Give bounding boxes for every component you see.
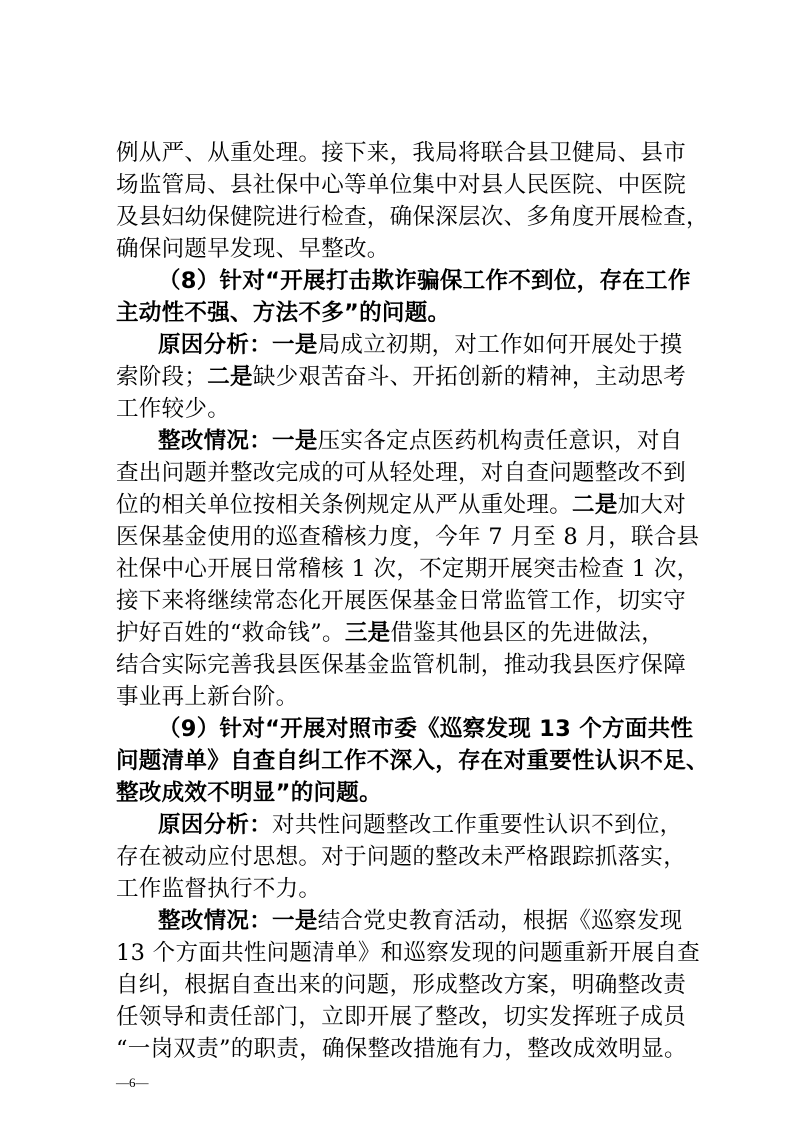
point-one-label: 一是 — [272, 332, 318, 358]
text-line: 工作监督执行不力。 — [116, 876, 322, 902]
text-line: 例从严、从重处理。接下来，我局将联合县卫健局、县市 — [116, 140, 687, 166]
point-one-label: 一是 — [272, 428, 318, 454]
text-line: 结合实际完善我县医保基金监管机制，推动我县医疗保障 — [116, 652, 687, 678]
text-line: 工作较少。 — [116, 396, 231, 422]
point-two-label: 二是 — [207, 364, 253, 390]
section-9-heading: 整改成效不明显”的问题。 — [116, 780, 382, 806]
text-span: 压实各定点医药机构责任意识，对自 — [317, 428, 683, 454]
section-9-heading: 问题清单》自查自纠工作不深入，存在对重要性认识不足、 — [116, 748, 709, 774]
cause-label: 原因分析： — [158, 332, 273, 358]
text-line: 事业再上新台阶。 — [116, 684, 299, 710]
text-span: 结合党史教育活动，根据《巡察发现 — [317, 908, 683, 934]
text-line: 13 个方面共性问题清单》和巡察发现的问题重新开展自查 — [116, 940, 700, 966]
text-span: 护好百姓的“救命钱”。 — [116, 620, 345, 646]
section-9-heading: （9）针对“开展对照市委《巡察发现 13 个方面共性 — [158, 716, 694, 742]
text-line: 查出问题并整改完成的可从轻处理，对自查问题整改不到 — [116, 460, 687, 486]
text-line: 自纠，根据自查出来的问题，形成整改方案，明确整改责 — [116, 972, 687, 998]
text-line — [158, 425, 682, 457]
text-line: 场监管局、县社保中心等单位集中对县人民医院、中医院 — [116, 172, 687, 198]
text-span: 借鉴其他县区的先进做法， — [390, 620, 665, 646]
text-line: 及县妇幼保健院进行检查，确保深层次、多角度开展检查， — [116, 204, 709, 230]
text-line — [158, 809, 682, 841]
text-line — [158, 905, 682, 937]
section-8-heading: （8）针对“开展打击欺诈骗保工作不到位，存在工作 — [158, 268, 691, 294]
text-line: 接下来将继续常态化开展医保基金日常监管工作，切实守 — [116, 588, 687, 614]
text-span: 缺少艰苦奋斗、开拓创新的精神，主动思考 — [252, 364, 687, 390]
cause-label: 原因分析： — [158, 812, 273, 838]
text-line: 确保问题早发现、早整改。 — [116, 236, 390, 262]
text-line: 存在被动应付思想。对于问题的整改未严格跟踪抓落实， — [116, 844, 687, 870]
page-number: —6— — [116, 1075, 149, 1090]
text-line — [158, 329, 682, 361]
text-span: 位的相关单位按相关条例规定从严从重处理。 — [116, 492, 573, 518]
point-two-label: 二是 — [572, 492, 618, 518]
text-line: 医保基金使用的巡查稽核力度，今年 7 月至 8 月，联合县 — [116, 524, 700, 550]
section-8-heading: 主动性不强、方法不多”的问题。 — [116, 300, 451, 326]
text-line: 任领导和责任部门，立即开展了整改，切实发挥班子成员 — [116, 1004, 687, 1030]
text-span: 加大对 — [617, 492, 687, 518]
text-line: “一岗双责”的职责，确保整改措施有力，整改成效明显。 — [116, 1036, 687, 1062]
text-span: 对共性问题整改工作重要性认识不到位， — [272, 812, 683, 838]
text-span: 索阶段； — [116, 364, 208, 390]
point-one-label: 一是 — [272, 908, 318, 934]
point-three-label: 三是 — [344, 620, 391, 646]
text-line: 社保中心开展日常稽核 1 次，不定期开展突击检查 1 次， — [116, 556, 700, 582]
text-line — [116, 361, 686, 393]
fix-label: 整改情况： — [158, 908, 273, 934]
text-span: 局成立初期，对工作如何开展处于摸 — [317, 332, 683, 358]
text-line — [116, 489, 686, 521]
text-line — [116, 617, 664, 649]
fix-label: 整改情况： — [158, 428, 273, 454]
